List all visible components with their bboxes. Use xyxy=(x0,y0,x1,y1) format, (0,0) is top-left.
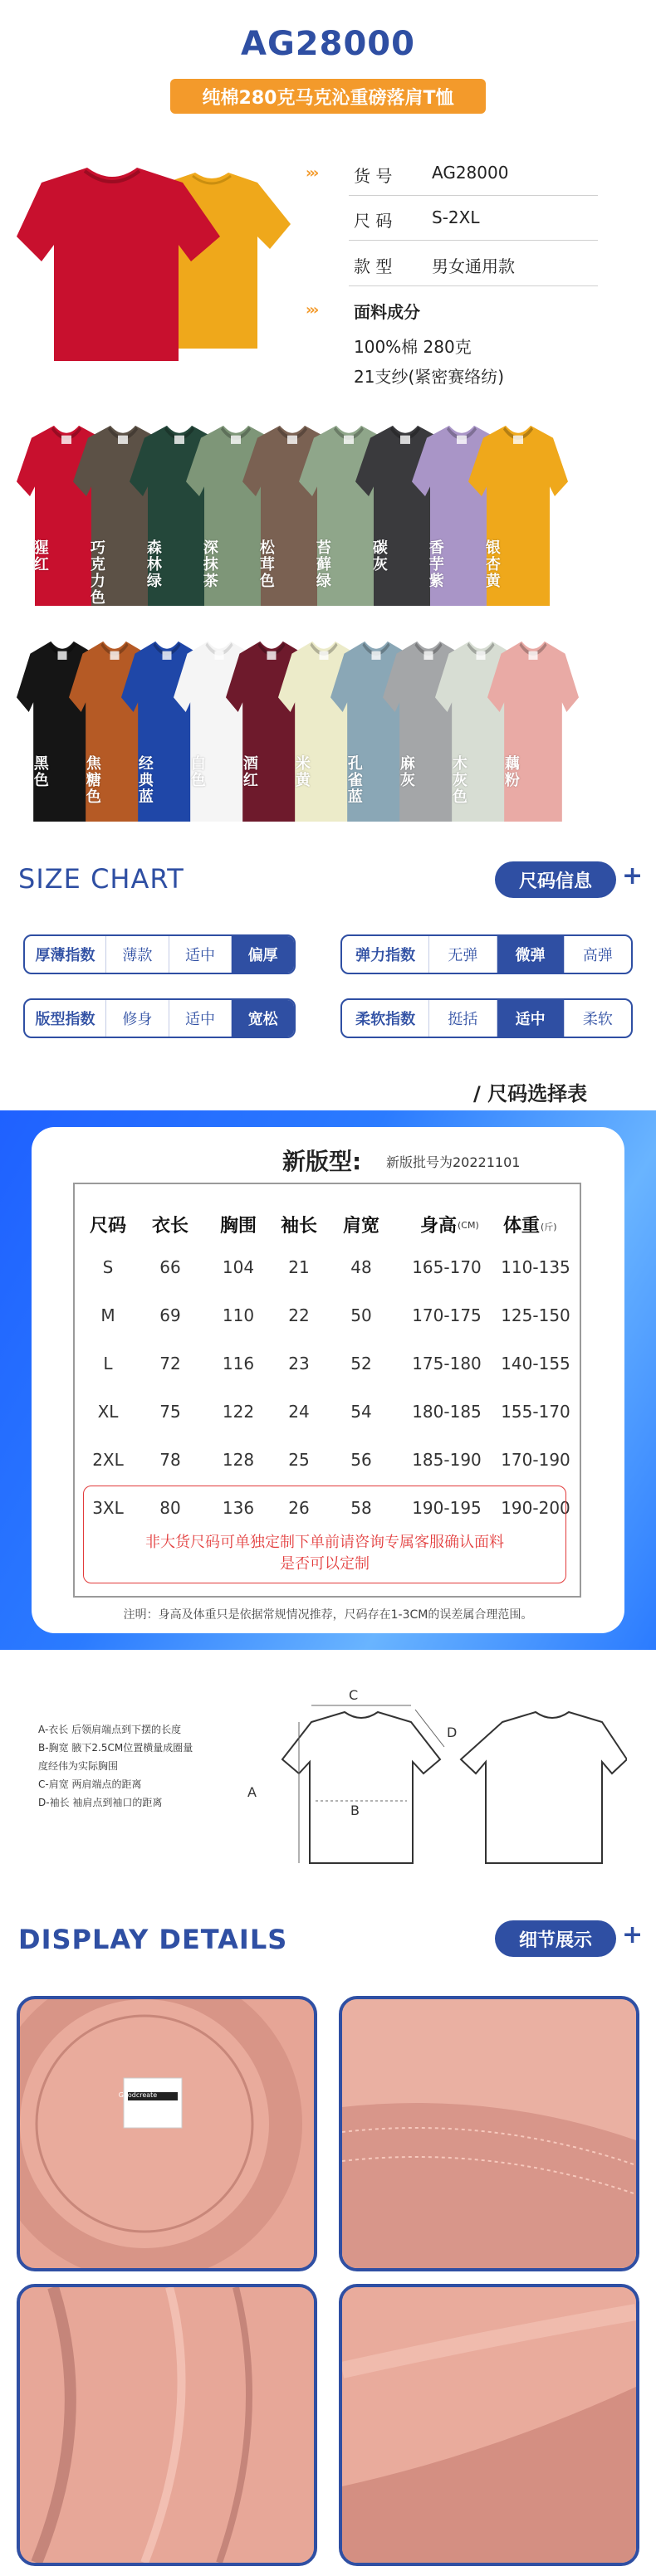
index-option-selected: 偏厚 xyxy=(231,936,294,973)
index-option-selected: 适中 xyxy=(497,1000,564,1037)
table-cell: 48 xyxy=(350,1257,372,1277)
index-option: 高弹 xyxy=(564,936,631,973)
measure-legend-b: B-胸宽 腋下2.5CM位置横量成圈量 xyxy=(38,1742,193,1754)
table-cell: 190-200 xyxy=(501,1498,570,1518)
height-unit: (CM) xyxy=(458,1220,479,1231)
info-key-3: 款 型 xyxy=(354,256,393,276)
batch-number: 新版批号为20221101 xyxy=(386,1154,521,1170)
color-row-2 xyxy=(0,639,656,838)
table-cell: 125-150 xyxy=(501,1305,570,1325)
index-label: 厚薄指数 xyxy=(35,947,95,964)
info-value-3: 男女通用款 xyxy=(432,256,515,276)
divider xyxy=(349,285,598,286)
color-name-label: 深抹茶 xyxy=(200,539,218,589)
diagram-label-d: D xyxy=(447,1725,458,1740)
table-cell: 66 xyxy=(159,1257,181,1277)
plus-icon: + xyxy=(622,1920,644,1949)
table-cell: 22 xyxy=(288,1305,310,1325)
table-cell: 56 xyxy=(350,1450,372,1470)
table-cell: 170-175 xyxy=(412,1305,482,1325)
table-cell: 185-190 xyxy=(412,1450,482,1470)
diagram-label-c: C xyxy=(349,1687,359,1703)
table-header: 尺码 xyxy=(89,1216,126,1237)
color-swatch-shirt xyxy=(468,423,568,606)
table-cell: M xyxy=(100,1305,115,1325)
table-header: 身高 xyxy=(419,1216,457,1237)
custom-size-note: 非大货尺码可单独定制下单前请咨询专属客服确认面料 xyxy=(145,1534,504,1551)
table-cell: 136 xyxy=(222,1498,255,1518)
table-cell: 175-180 xyxy=(412,1354,482,1373)
color-name-label: 香芋紫 xyxy=(426,539,444,589)
detail-fabric-photo xyxy=(339,2284,639,2566)
table-cell: 122 xyxy=(222,1402,255,1422)
fit-index xyxy=(23,998,296,1038)
table-cell: XL xyxy=(97,1402,119,1422)
measure-legend-a: A-衣长 后领肩端点到下摆的长度 xyxy=(38,1724,182,1735)
color-name-label: 米黄 xyxy=(292,755,311,788)
color-swatch-shirt xyxy=(487,639,579,822)
table-cell: 50 xyxy=(350,1305,372,1325)
info-value-1: AG28000 xyxy=(432,163,509,183)
color-name-label: 黑色 xyxy=(31,755,49,788)
table-header: 衣长 xyxy=(151,1216,188,1237)
index-option: 薄款 xyxy=(105,936,169,973)
index-option: 适中 xyxy=(169,1000,232,1037)
measure-legend-c: C-肩宽 两肩端点的距离 xyxy=(38,1778,142,1790)
detail-collar-photo xyxy=(17,1996,317,2271)
table-cell: 110-135 xyxy=(501,1257,570,1277)
table-cell: 155-170 xyxy=(501,1402,570,1422)
info-arrow-icon: ››› xyxy=(306,164,317,182)
table-cell: 25 xyxy=(288,1450,310,1470)
table-cell: 128 xyxy=(222,1450,255,1470)
size-chart-title: SIZE CHART xyxy=(18,863,184,895)
tag-text: Goodcreate xyxy=(118,2091,158,2099)
color-name-label: 木灰色 xyxy=(449,755,468,805)
weight-unit: (斤) xyxy=(541,1222,557,1232)
color-name-label: 苔藓绿 xyxy=(313,539,331,589)
index-option: 柔软 xyxy=(564,1000,631,1037)
index-option: 修身 xyxy=(105,1000,169,1037)
detail-sleeve-photo xyxy=(17,2284,317,2566)
fabric-line-2: 21支纱(紧密赛络纺) xyxy=(354,367,505,387)
index-option: 无弹 xyxy=(428,936,496,973)
table-cell: 75 xyxy=(159,1402,181,1422)
index-option-selected: 宽松 xyxy=(231,1000,294,1037)
custom-size-note-2: 是否可以定制 xyxy=(280,1555,370,1573)
diagram-label-b: B xyxy=(350,1803,360,1818)
detail-hem-photo xyxy=(339,1996,639,2271)
table-cell: 21 xyxy=(288,1257,310,1277)
color-name-label: 白色 xyxy=(188,755,206,788)
measure-diagram xyxy=(237,1681,627,1880)
index-label: 柔软指数 xyxy=(355,1011,416,1028)
color-name-label: 森林绿 xyxy=(144,539,162,589)
color-name-label: 麻灰 xyxy=(397,755,415,788)
table-cell: 58 xyxy=(350,1498,372,1518)
table-cell: S xyxy=(102,1257,114,1277)
color-name-label: 酒红 xyxy=(240,755,258,788)
index-label: 版型指数 xyxy=(35,1011,95,1028)
table-cell: 110 xyxy=(222,1305,255,1325)
table-cell: 104 xyxy=(222,1257,255,1277)
index-option: 适中 xyxy=(169,936,232,973)
measure-legend-b2: 度经伟为实际胸围 xyxy=(38,1760,119,1772)
index-label: 弹力指数 xyxy=(355,947,416,964)
display-details-title: DISPLAY DETAILS xyxy=(18,1924,288,1955)
table-header: 胸围 xyxy=(219,1216,257,1237)
table-cell: 190-195 xyxy=(412,1498,482,1518)
table-cell: 3XL xyxy=(92,1498,124,1518)
fabric-line-1: 100%棉 280克 xyxy=(354,337,472,357)
color-name-label: 孔雀蓝 xyxy=(345,755,363,805)
plus-icon: + xyxy=(622,861,644,890)
table-header: 体重 xyxy=(502,1216,540,1237)
table-cell: 165-170 xyxy=(412,1257,482,1277)
product-subtitle-badge: 纯棉280克马克沁重磅落肩T恤 xyxy=(170,79,486,114)
table-header: 肩宽 xyxy=(342,1216,379,1237)
table-cell: 170-190 xyxy=(501,1450,570,1470)
color-name-label: 藕粉 xyxy=(502,755,520,788)
table-footnote: 注明：身高及体重只是依据常规情况推荐，尺码存在1-3CM的误差属合理范围。 xyxy=(123,1608,533,1622)
color-name-label: 巧克力色 xyxy=(87,539,105,606)
product-model-title: AG28000 xyxy=(241,25,415,63)
color-name-label: 经典蓝 xyxy=(135,755,154,805)
color-name-label: 猩红 xyxy=(31,539,49,573)
table-cell: 2XL xyxy=(92,1450,124,1470)
table-cell: 24 xyxy=(288,1402,310,1422)
table-cell: L xyxy=(103,1354,113,1373)
measure-legend-d: D-袖长 袖肩点到袖口的距离 xyxy=(38,1797,163,1808)
color-row-1 xyxy=(0,423,656,622)
new-version-title: 新版型: xyxy=(282,1148,362,1175)
table-cell: 140-155 xyxy=(501,1354,570,1373)
size-select-title: / 尺码选择表 xyxy=(473,1082,588,1105)
divider xyxy=(349,195,598,196)
table-cell: 78 xyxy=(159,1450,181,1470)
table-cell: 180-185 xyxy=(412,1402,482,1422)
info-key-1: 货 号 xyxy=(354,166,393,186)
table-cell: 23 xyxy=(288,1354,310,1373)
table-cell: 80 xyxy=(159,1498,181,1518)
detail-pill: 细节展示 xyxy=(495,1920,616,1957)
index-option-selected: 微弹 xyxy=(497,936,564,973)
info-arrow-icon: ››› xyxy=(306,301,317,319)
diagram-label-a: A xyxy=(247,1784,257,1800)
divider xyxy=(349,240,598,241)
table-cell: 69 xyxy=(159,1305,181,1325)
elasticity-index xyxy=(340,934,633,974)
table-cell: 52 xyxy=(350,1354,372,1373)
info-value-2: S-2XL xyxy=(432,207,480,227)
size-info-pill: 尺码信息 xyxy=(495,861,616,898)
color-name-label: 碳灰 xyxy=(370,539,388,573)
fabric-title: 面料成分 xyxy=(354,302,420,322)
info-key-2: 尺 码 xyxy=(354,211,393,231)
softness-index xyxy=(340,998,633,1038)
index-option: 挺括 xyxy=(428,1000,496,1037)
table-cell: 116 xyxy=(222,1354,255,1373)
color-name-label: 松茸色 xyxy=(257,539,275,589)
table-cell: 72 xyxy=(159,1354,181,1373)
table-header: 袖长 xyxy=(280,1216,317,1237)
table-cell: 54 xyxy=(350,1402,372,1422)
hero-shirts-image xyxy=(17,166,291,365)
table-cell: 26 xyxy=(288,1498,310,1518)
color-name-label: 焦糖色 xyxy=(83,755,101,805)
color-name-label: 银杏黄 xyxy=(482,539,501,589)
thickness-index xyxy=(23,934,296,974)
